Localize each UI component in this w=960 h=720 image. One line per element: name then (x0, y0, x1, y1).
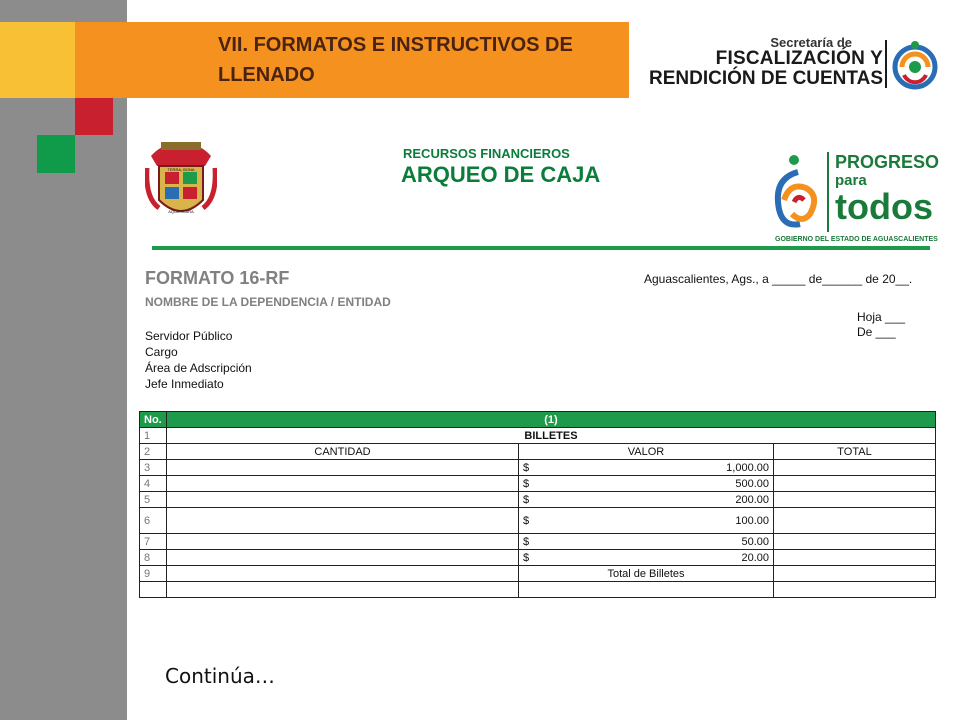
sfrc-secretaria: Secretaría de (770, 35, 852, 50)
field-jefe: Jefe Inmediato (145, 377, 224, 391)
field-cargo: Cargo (145, 345, 178, 359)
row-no: 6 (140, 508, 167, 534)
valor-amount: 1,000.00 (726, 461, 769, 474)
table-row (140, 476, 936, 492)
decor-square-yellow (0, 22, 75, 98)
header-divider (152, 246, 930, 250)
progreso-divider (827, 152, 829, 232)
progreso-word3: todos (835, 186, 933, 227)
row-no: 9 (140, 566, 167, 582)
total-cell (774, 582, 936, 598)
total-cell (774, 460, 936, 476)
decor-square-green (37, 135, 75, 173)
table-row (140, 444, 936, 460)
row-no: 1 (140, 428, 167, 444)
currency-sign: $ (523, 461, 530, 474)
arqueo-document (127, 100, 960, 625)
progreso-swirl-icon (772, 152, 824, 232)
coat-motto-2: AQUA CLARA (168, 209, 194, 214)
total-cell (774, 508, 936, 534)
valor-cell (519, 534, 774, 550)
de-label: De ___ (857, 325, 896, 339)
currency-sign: $ (523, 477, 530, 490)
cantidad-cell (167, 582, 519, 598)
valor-cell (519, 582, 774, 598)
place-date-line: Aguascalientes, Ags., a _____ de______ de 20__. (644, 272, 913, 286)
valor-cell (519, 476, 774, 492)
row-no: 3 (140, 460, 167, 476)
table-row (140, 428, 936, 444)
currency-sign: $ (523, 551, 530, 564)
title-band (75, 22, 629, 98)
progreso-word1: PROGRESO (835, 152, 940, 172)
progreso-word2: para (835, 172, 867, 189)
sfrc-emblem-icon (892, 37, 938, 93)
table-row (140, 550, 936, 566)
decor-square-red (75, 98, 113, 135)
coat-of-arms-icon (145, 138, 217, 224)
slide-title-line2: LLENADO (218, 64, 315, 86)
hoja-label: Hoja ___ (857, 310, 906, 324)
continua-label: Continúa… (165, 664, 275, 688)
sfrc-divider (885, 40, 887, 88)
valor-cell (519, 550, 774, 566)
col-cantidad: CANTIDAD (167, 444, 519, 460)
slide-title-line1: VII. FORMATOS E INSTRUCTIVOS DE (218, 34, 573, 56)
valor-amount: 500.00 (735, 477, 769, 490)
table-row (140, 492, 936, 508)
header-no: No. (140, 412, 167, 428)
col-total: TOTAL (774, 444, 936, 460)
progreso-gobierno: GOBIERNO DEL ESTADO DE AGUASCALIENTES (775, 236, 938, 243)
table-row (140, 582, 936, 598)
doc-header-title: ARQUEO DE CAJA (401, 162, 601, 187)
total-billetes-label: Total de Billetes (519, 566, 774, 582)
row-no: 2 (140, 444, 167, 460)
valor-amount: 200.00 (735, 493, 769, 506)
total-cell (774, 534, 936, 550)
valor-cell (519, 508, 774, 534)
row-no: 4 (140, 476, 167, 492)
valor-amount: 20.00 (741, 551, 769, 564)
progreso-logo (772, 150, 940, 250)
cantidad-cell (167, 460, 519, 476)
cantidad-cell (167, 534, 519, 550)
coat-motto-1: TERRA, BONA (167, 167, 195, 172)
field-area: Área de Adscripción (145, 361, 252, 375)
cantidad-cell (167, 476, 519, 492)
total-cell (774, 550, 936, 566)
format-code: FORMATO 16-RF (145, 268, 290, 288)
row-no: 8 (140, 550, 167, 566)
cantidad-cell (167, 492, 519, 508)
table-row (140, 508, 936, 534)
row-no (140, 582, 167, 598)
table-row (140, 534, 936, 550)
total-cell (774, 476, 936, 492)
total-cell (774, 492, 936, 508)
cantidad-cell (167, 566, 519, 582)
sfrc-line1: FISCALIZACIÓN Y (715, 48, 883, 69)
arqueo-table (139, 411, 936, 598)
table-row (140, 566, 936, 582)
currency-sign: $ (523, 514, 530, 527)
valor-cell (519, 492, 774, 508)
slide-title (218, 30, 618, 90)
currency-sign: $ (523, 493, 530, 506)
doc-header-sub: RECURSOS FINANCIEROS (403, 146, 570, 161)
field-servidor: Servidor Público (145, 329, 233, 343)
billetes-title: BILLETES (167, 428, 936, 444)
header-section: (1) (167, 412, 936, 428)
valor-cell (519, 460, 774, 476)
col-valor: VALOR (519, 444, 774, 460)
row-no: 7 (140, 534, 167, 550)
cantidad-cell (167, 550, 519, 566)
row-no: 5 (140, 492, 167, 508)
total-cell (774, 566, 936, 582)
currency-sign: $ (523, 535, 530, 548)
cantidad-cell (167, 508, 519, 534)
sfrc-logo (647, 35, 937, 95)
sfrc-line2: RENDICIÓN DE CUENTAS (649, 68, 883, 89)
dependencia-label: NOMBRE DE LA DEPENDENCIA / ENTIDAD (145, 295, 391, 309)
table-header-row (140, 412, 936, 428)
table-row (140, 460, 936, 476)
valor-amount: 50.00 (741, 535, 769, 548)
valor-amount: 100.00 (735, 514, 769, 527)
